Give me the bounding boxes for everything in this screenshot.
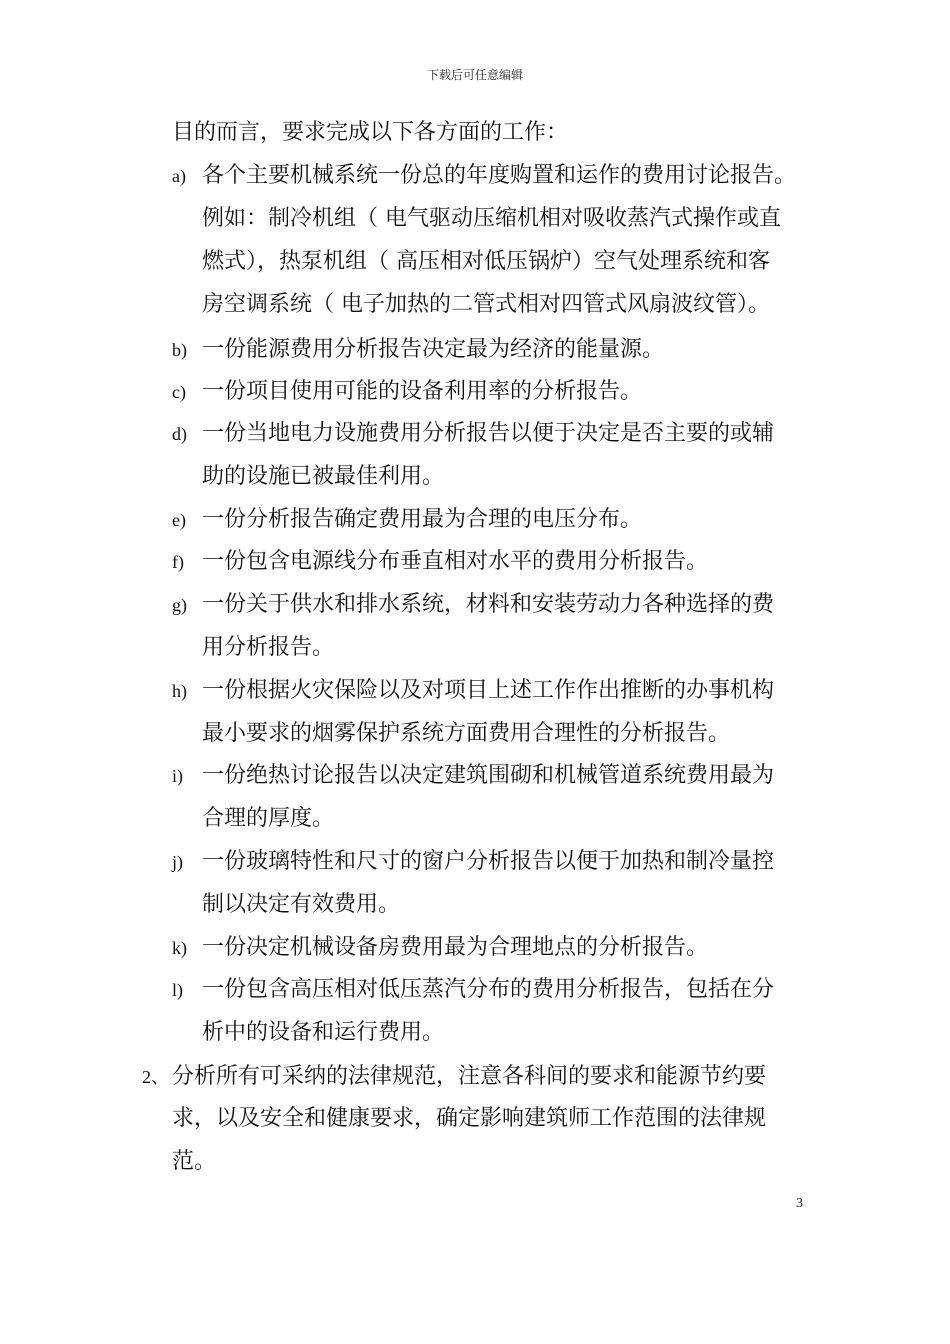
item-marker: c) [172,382,186,402]
item-marker: f) [172,552,184,572]
section-text: 求，以及安全和健康要求，确定影响建筑师工作范围的法律规 [172,1106,767,1131]
item-text: 各个主要机械系统一份总的年度购置和运作的费用讨论报告。 [202,163,797,188]
item-text: 最小要求的烟雾保护系统方面费用合理性的分析报告。 [202,721,731,746]
item-text: 例如：制冷机组（ 电气驱动压缩机相对吸收蒸汽式操作或直 [202,206,781,231]
section-marker: 2、 [142,1067,169,1087]
item-text: 一份能源费用分析报告决定最为经济的能量源。 [202,337,665,362]
item-text: 一份项目使用可能的设备利用率的分析报告。 [202,379,643,404]
item-text: 一份包含高压相对低压蒸汽分布的费用分析报告，包括在分 [202,977,775,1002]
item-marker: d) [172,424,187,444]
item-text: 一份根据火灾保险以及对项目上述工作作出推断的办事机构 [202,678,775,703]
item-text: 房空调系统（ 电子加热的二管式相对四管式风扇波纹管）。 [202,292,770,317]
item-marker: h) [172,681,187,701]
item-text: 析中的设备和运行费用。 [202,1020,445,1045]
item-marker: e) [172,510,186,530]
item-text: 燃式），热泵机组（ 高压相对低压锅炉）空气处理系统和客 [202,249,770,274]
item-text: 一份决定机械设备房费用最为合理地点的分析报告。 [202,935,709,960]
section-text: 分析所有可采纳的法律规范，注意各科间的要求和能源节约要 [172,1064,767,1089]
item-text: 一份分析报告确定费用最为合理的电压分布。 [202,507,643,532]
item-text: 一份当地电力设施费用分析报告以便于决定是否主要的或辅 [202,421,775,446]
item-marker: l) [172,980,183,1000]
item-text: 助的设施已被最佳利用。 [202,464,445,489]
item-marker: j) [172,852,183,872]
item-text: 一份玻璃特性和尺寸的窗户分析报告以便于加热和制冷量控 [202,849,775,874]
item-marker: i) [172,766,183,786]
item-marker: g) [172,595,187,615]
page-header: 下载后可任意编辑 [426,68,523,82]
item-text: 制以决定有效费用。 [202,892,401,917]
page-number: 3 [796,1196,803,1211]
item-marker: b) [172,340,187,360]
item-text: 用分析报告。 [202,635,335,660]
item-text: 一份包含电源线分布垂直相对水平的费用分析报告。 [202,549,709,574]
item-text: 一份绝热讨论报告以决定建筑围砌和机械管道系统费用最为 [202,763,775,788]
item-marker: k) [172,938,187,958]
item-text: 合理的厚度。 [202,806,335,831]
item-marker: a) [172,166,186,186]
intro-line: 目的而言，要求完成以下各方面的工作： [172,120,569,145]
item-text: 一份关于供水和排水系统，材料和安装劳动力各种选择的费 [202,592,775,617]
section-text: 范。 [172,1149,217,1174]
